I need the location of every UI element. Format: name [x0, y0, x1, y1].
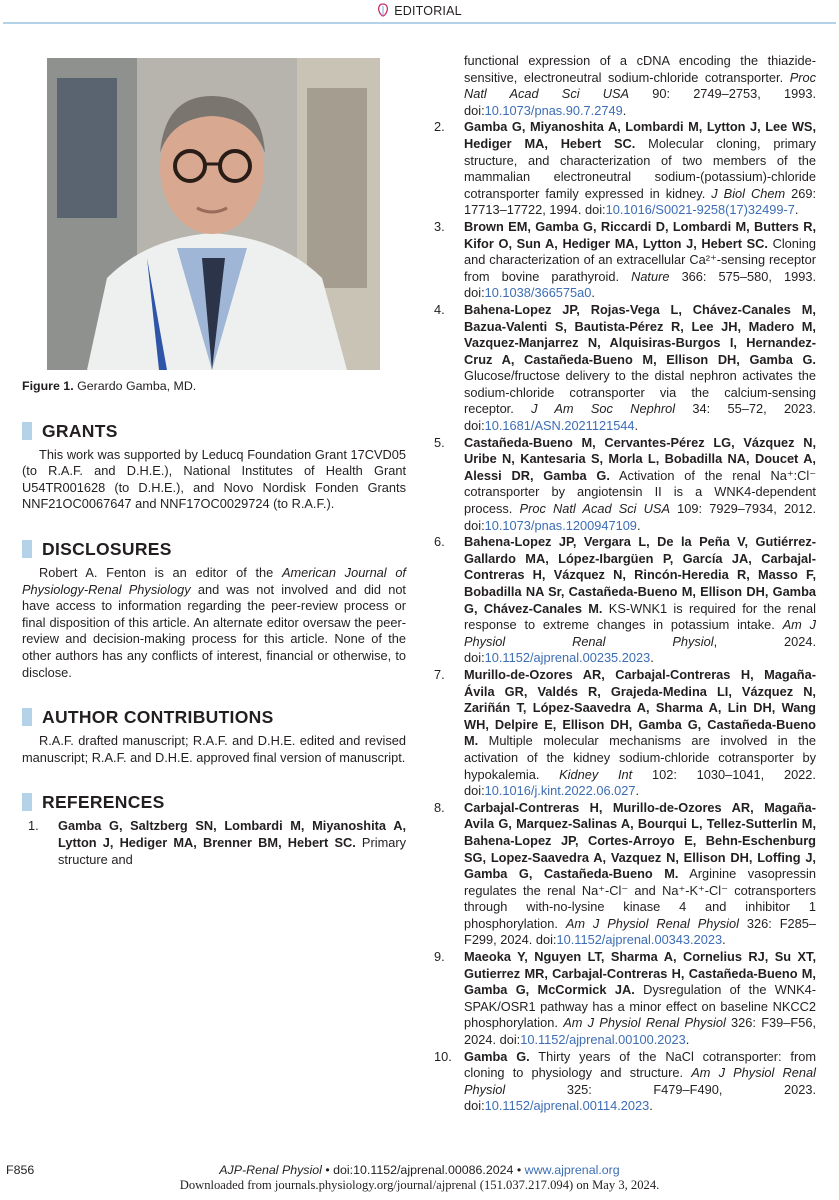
reference-authors: Bahena-Lopez JP, Vergara L, De la Peña V, Gutiérrez-Gallardo MA, López-Ibargüen P, García JA, Carbajal-Contreras H, Vázquez N, Rincón-Heredia R, Masso F, Bobadilla NA Sr, Castañeda-Bueno M, Ellison DH, Gamba G, Chávez-Canales M.	[464, 534, 816, 616]
reference-citation: 326: F285–F299, 2024. doi:	[464, 915, 817, 948]
reference-authors: Gamba G, Saltzberg SN, Lombardi M, Miyanoshita A, Lytton J, Hediger MA, Brenner BM, Hebert SC.	[58, 818, 406, 850]
reference-doi-link[interactable]: 10.1038/366575a0	[484, 285, 592, 301]
reference-journal: Proc Natl Acad Sci USA	[519, 501, 670, 517]
reference-journal: J Am Soc Nephrol	[531, 401, 676, 417]
reference-authors: Castañeda-Bueno M, Cervantes-Pérez LG, Vázquez N, Uribe N, Kantesaria S, Morla L, Bobadilla NA, Doucet A, Alessi DR, Gamba G.	[464, 434, 816, 483]
journal-logo-icon	[377, 3, 389, 17]
reference-doi-link[interactable]: 10.1016/S0021-9258(17)32499-7	[605, 202, 795, 218]
page-number: F856	[6, 1163, 35, 1177]
reference-title: Primary structure and	[58, 834, 406, 867]
reference-item: 8. Carbajal-Contreras H, Murillo-de-Ozores AR, Magaña-Avila G, Marquez-Salinas A, Bourqui L, Tellez-Sutterlin M, Bahena-Lopez JP, Cortes-Arroyo E, Behn-Eschenburg SG, Lopez-Saavedra A, Vazquez N, Ellison DH, Loffing J, Gamba G, Castañeda-Bueno M. Arginine vasopressin regulates the renal Na⁺-Cl⁻ and Na⁺-K⁺-Cl⁻ cotransporters through with-no-lysine kinase 4 and inhibitor 1 phosphorylation. Am J Physiol Renal Physiol 326: F285–F299, 2024. doi:10.1152/ajprenal.00343.2023.	[428, 800, 816, 949]
reference-authors: Gamba G.	[464, 1048, 530, 1064]
reference-number: 4.	[434, 301, 445, 317]
reference-doi-link[interactable]: 10.1152/ajprenal.00100.2023	[520, 1032, 686, 1048]
footer-separator: •	[513, 1163, 525, 1177]
reference-journal: Kidney Int	[559, 766, 633, 782]
page-footer	[0, 1163, 839, 1193]
reference-number: 7.	[434, 666, 445, 682]
right-column	[428, 53, 816, 1115]
section-label: EDITORIAL	[394, 4, 462, 18]
header-divider	[3, 22, 836, 24]
reference-citation: 109: 7929–7934, 2012. doi:	[464, 501, 816, 533]
reference-doi-link[interactable]: 10.1152/ajprenal.00114.2023	[484, 1098, 650, 1114]
reference-citation: 325: F479–F490, 2023. doi:	[464, 1081, 816, 1114]
references-heading: REFERENCES	[22, 792, 406, 812]
reference-authors: Carbajal-Contreras H, Murillo-de-Ozores AR, Magaña-Avila G, Marquez-Salinas A, Bourqui L, Tellez-Sutterlin M, Bahena-Lopez JP, Cortes-Arroyo E, Behn-Eschenburg SG, Lopez-Saavedra A, Vazquez N, Ellison DH, Loffing J, Gamba G, Castañeda-Bueno M.	[464, 799, 816, 882]
reference-doi-link[interactable]: 10.1152/ajprenal.00343.2023	[556, 932, 723, 948]
reference-item: 4. Bahena-Lopez JP, Rojas-Vega L, Chávez-Canales M, Bazua-Valenti S, Bautista-Pérez R, Lee JH, Madero M, Vazquez-Manjarrez N, Alquisiras-Burgos I, Hernandez-Cruz A, Castañeda-Bueno M, Ellison DH, Gamba G. Glucose/fructose delivery to the distal nephron activates the sodium-chloride cotransporter via the calcium-sensing receptor. J Am Soc Nephrol 34: 55–72, 2023. doi:10.1681/ASN.2021121544.	[428, 302, 816, 435]
disclosures-heading: DISCLOSURES	[22, 539, 406, 559]
disclosures-pre: Robert A. Fenton is an editor of the	[39, 564, 282, 580]
reference-journal: Am J Physiol Renal Physiol	[464, 1065, 816, 1097]
reference-title: Molecular cloning, primary structure, and characterization of two members of the mammalian electroneutral sodium-(potassium)-chloride cotransporter family expressed in kidney.	[464, 135, 816, 201]
reference-citation: 269: 17713–17722, 1994. doi:	[464, 185, 817, 218]
reference-doi-link[interactable]: 10.1016/j.kint.2022.06.027	[484, 783, 636, 799]
download-notice: Downloaded from journals.physiology.org/journal/ajprenal (151.037.217.094) on May 3, 2024.	[179, 1178, 660, 1192]
disclosures-post: and was not involved and did not have access to information regarding the peer-review process or final disposition of this article. An alternate editor oversaw the peer-review and decision-making process for this article. None of the other authors has any conflicts of interest, financial or otherwise, to disclose.	[22, 581, 406, 680]
reference-title: KS-WNK1 is required for the renal response to extreme changes in potassium intake.	[464, 600, 816, 633]
reference-title: Activation of the renal Na⁺:Cl⁻ cotransporter by angiotensin II is a WNK4-dependent process.	[464, 467, 816, 517]
reference-citation: 366: 575–580, 1993. doi:	[464, 268, 816, 301]
reference-title: Cloning and characterization of an extracellular Ca²⁺-sensing receptor from bovine parathyroid.	[464, 235, 816, 284]
figure-label: Figure 1.	[22, 379, 74, 393]
reference-doi-link[interactable]: 10.1073/pnas.90.7.2749	[484, 102, 623, 118]
reference-number: 3.	[434, 218, 445, 234]
reference-item: 5. Castañeda-Bueno M, Cervantes-Pérez LG, Vázquez N, Uribe N, Kantesaria S, Morla L, Bobadilla NA, Doucet A, Alessi DR, Gamba G. Activation of the renal Na⁺:Cl⁻ cotransporter by angiotensin II is a WNK4-dependent process. Proc Natl Acad Sci USA 109: 7929–7934, 2012. doi:10.1073/pnas.1200947109.	[428, 435, 816, 535]
reference-citation: 34: 55–72, 2023. doi:	[464, 401, 816, 434]
disclosures-text	[22, 565, 406, 681]
reference-authors: Bahena-Lopez JP, Rojas-Vega L, Chávez-Canales M, Bazua-Valenti S, Bautista-Pérez R, Lee JH, Madero M, Vazquez-Manjarrez N, Alquisiras-Burgos I, Hernandez-Cruz A, Castañeda-Bueno M, Ellison DH, Gamba G.	[464, 301, 816, 367]
reference-number: 9.	[434, 949, 445, 965]
reference-item: 9. Maeoka Y, Nguyen LT, Sharma A, Cornelius RJ, Su XT, Gutierrez MR, Carbajal-Contreras H, Castañeda-Bueno M, Gamba G, McCormick JA. Dysregulation of the WNK4-SPAK/OSR1 pathway has a minor effect on baseline NKCC2 phosphorylation. Am J Physiol Renal Physiol 326: F39–F56, 2024. doi:10.1152/ajprenal.00100.2023.	[428, 949, 816, 1049]
reference-title: Arginine vasopressin regulates the renal Na⁺-Cl⁻ and Na⁺-K⁺-Cl⁻ cotransporters through with-no-lysine kinase 4 and inhibitor 1 phosphorylation.	[464, 866, 816, 931]
reference-citation: 102: 1030–1041, 2022. doi:	[464, 766, 816, 799]
reference-doi-link[interactable]: 10.1073/pnas.1200947109	[484, 517, 637, 533]
reference-citation: 90: 2749–2753, 1993. doi:	[464, 86, 816, 118]
reference-title: Dysregulation of the WNK4-SPAK/OSR1 pathway has a minor effect on baseline NKCC2 phosphorylation.	[464, 982, 816, 1031]
footer-website-link[interactable]: www.ajprenal.org	[524, 1163, 620, 1177]
reference-citation: 326: F39–F56, 2024. doi:	[464, 1015, 817, 1048]
reference-item: 3. Brown EM, Gamba G, Riccardi D, Lombardi M, Butters R, Kifor O, Sun A, Hediger MA, Lytton J, Hebert SC. Cloning and characterization of an extracellular Ca²⁺-sensing receptor from bovine parathyroid. Nature 366: 575–580, 1993. doi:10.1038/366575a0.	[428, 219, 816, 302]
footer-separator: •	[321, 1163, 334, 1177]
page-header	[0, 0, 839, 24]
reference-number: 6.	[434, 534, 445, 550]
figure-caption	[22, 378, 406, 395]
contributions-text: R.A.F. drafted manuscript; R.A.F. and D.H.E. edited and revised manuscript; R.A.F. and D.H.E. approved final version of manuscript.	[22, 733, 406, 765]
reference-doi-link[interactable]: 10.1152/ajprenal.00235.2023	[484, 650, 651, 666]
footer-journal: AJP-Renal Physiol	[219, 1163, 322, 1177]
grants-heading: GRANTS	[22, 421, 406, 441]
reference-authors: Maeoka Y, Nguyen LT, Sharma A, Cornelius RJ, Su XT, Gutierrez MR, Carbajal-Contreras H, Castañeda-Bueno M, Gamba G, McCormick JA.	[464, 949, 816, 998]
reference-title: functional expression of a cDNA encoding the thiazide-sensitive, electroneutral sodium-chloride cotransporter.	[464, 53, 816, 85]
reference-number: 8.	[434, 799, 445, 815]
reference-citation: , 2024. doi:	[464, 633, 816, 666]
left-column	[22, 58, 406, 868]
reference-item: 10. Gamba G. Thirty years of the NaCl cotransporter: from cloning to physiology and structure. Am J Physiol Renal Physiol 325: F479–F490, 2023. doi:10.1152/ajprenal.00114.2023.	[428, 1049, 816, 1115]
figure-photo	[47, 58, 380, 370]
reference-journal: Am J Physiol Renal Physiol	[563, 1015, 726, 1031]
grants-text: This work was supported by Leducq Foundation Grant 17CVD05 (to R.A.F. and D.H.E.), National Institutes of Health Grant U54TR001628 (to D.H.E.), and Novo Nordisk Fonden Grants NNF21OC0067647 and NNF17OC0029724 (to R.A.F.).	[22, 446, 406, 512]
reference-authors: Gamba G, Miyanoshita A, Lombardi M, Lytton J, Lee WS, Hediger MA, Hebert SC.	[464, 119, 816, 151]
reference-journal: Nature	[631, 268, 670, 284]
disclosures-journal: American Journal of Physiology-Renal Physiology	[22, 564, 406, 597]
reference-number: 2.	[434, 119, 445, 135]
reference-title: Thirty years of the NaCl cotransporter: from cloning to physiology and structure.	[464, 1048, 816, 1081]
reference-number: 1.	[28, 818, 39, 834]
contributions-heading: AUTHOR CONTRIBUTIONS	[22, 707, 406, 727]
reference-journal: Am J Physiol Renal Physiol	[464, 617, 816, 649]
figure-caption-text: Gerardo Gamba, MD.	[77, 379, 197, 393]
reference-journal: J Biol Chem	[711, 185, 786, 201]
reference-item: 7. Murillo-de-Ozores AR, Carbajal-Contreras H, Magaña-Ávila GR, Valdés R, Grajeda-Medina LI, Vázquez N, Zariñán T, López-Saavedra A, Sharma A, Lin DH, Wang WH, Delpire E, Ellison DH, Gamba G, Castañeda-Bueno M. Multiple molecular mechanisms are involved in the activation of the kidney sodium-chloride cotransporter by hypokalemia. Kidney Int 102: 1030–1041, 2022. doi:10.1016/j.kint.2022.06.027.	[428, 667, 816, 800]
reference-item-continued: functional expression of a cDNA encoding the thiazide-sensitive, electroneutral sodium-chloride cotransporter. Proc Natl Acad Sci USA 90: 2749–2753, 1993. doi:10.1073/pnas.90.7.2749.	[464, 53, 816, 118]
reference-doi-link[interactable]: 10.1681/ASN.2021121544	[484, 418, 635, 434]
reference-journal: Proc Natl Acad Sci USA	[464, 69, 816, 102]
reference-journal: Am J Physiol Renal Physiol	[565, 915, 739, 931]
reference-item: 2. Gamba G, Miyanoshita A, Lombardi M, Lytton J, Lee WS, Hediger MA, Hebert SC. Molecular cloning, primary structure, and characterization of two members of the mammalian electroneutral sodium-(potassium)-chloride cotransporter family expressed in kidney. J Biol Chem 269: 17713–17722, 1994. doi:10.1016/S0021-9258(17)32499-7.	[428, 119, 816, 219]
reference-title: Multiple molecular mechanisms are involved in the activation of the kidney sodium-chloride cotransporter by hypokalemia.	[464, 733, 816, 782]
reference-number: 5.	[434, 434, 445, 450]
reference-item	[22, 818, 406, 868]
footer-doi: doi:10.1152/ajprenal.00086.2024	[333, 1163, 514, 1177]
reference-authors: Murillo-de-Ozores AR, Carbajal-Contreras H, Magaña-Ávila GR, Valdés R, Grajeda-Medina LI, Vázquez N, Zariñán T, López-Saavedra A, Sharma A, Lin DH, Wang WH, Delpire E, Ellison DH, Gamba G, Castañeda-Bueno M.	[464, 666, 816, 749]
reference-number: 10.	[434, 1048, 452, 1064]
reference-authors: Brown EM, Gamba G, Riccardi D, Lombardi M, Butters R, Kifor O, Sun A, Hediger MA, Lytton J, Hebert SC.	[464, 218, 816, 251]
reference-title: Glucose/fructose delivery to the distal nephron activates the sodium-chloride cotransporter via the calcium-sensing receptor.	[464, 368, 816, 417]
reference-item: 6. Bahena-Lopez JP, Vergara L, De la Peña V, Gutiérrez-Gallardo MA, López-Ibargüen P, García JA, Carbajal-Contreras H, Vázquez N, Rincón-Heredia R, Masso F, Bobadilla NA Sr, Castañeda-Bueno M, Ellison DH, Gamba G, Chávez-Canales M. KS-WNK1 is required for the renal response to extreme changes in potassium intake. Am J Physiol Renal Physiol, 2024. doi:10.1152/ajprenal.00235.2023.	[428, 534, 816, 667]
